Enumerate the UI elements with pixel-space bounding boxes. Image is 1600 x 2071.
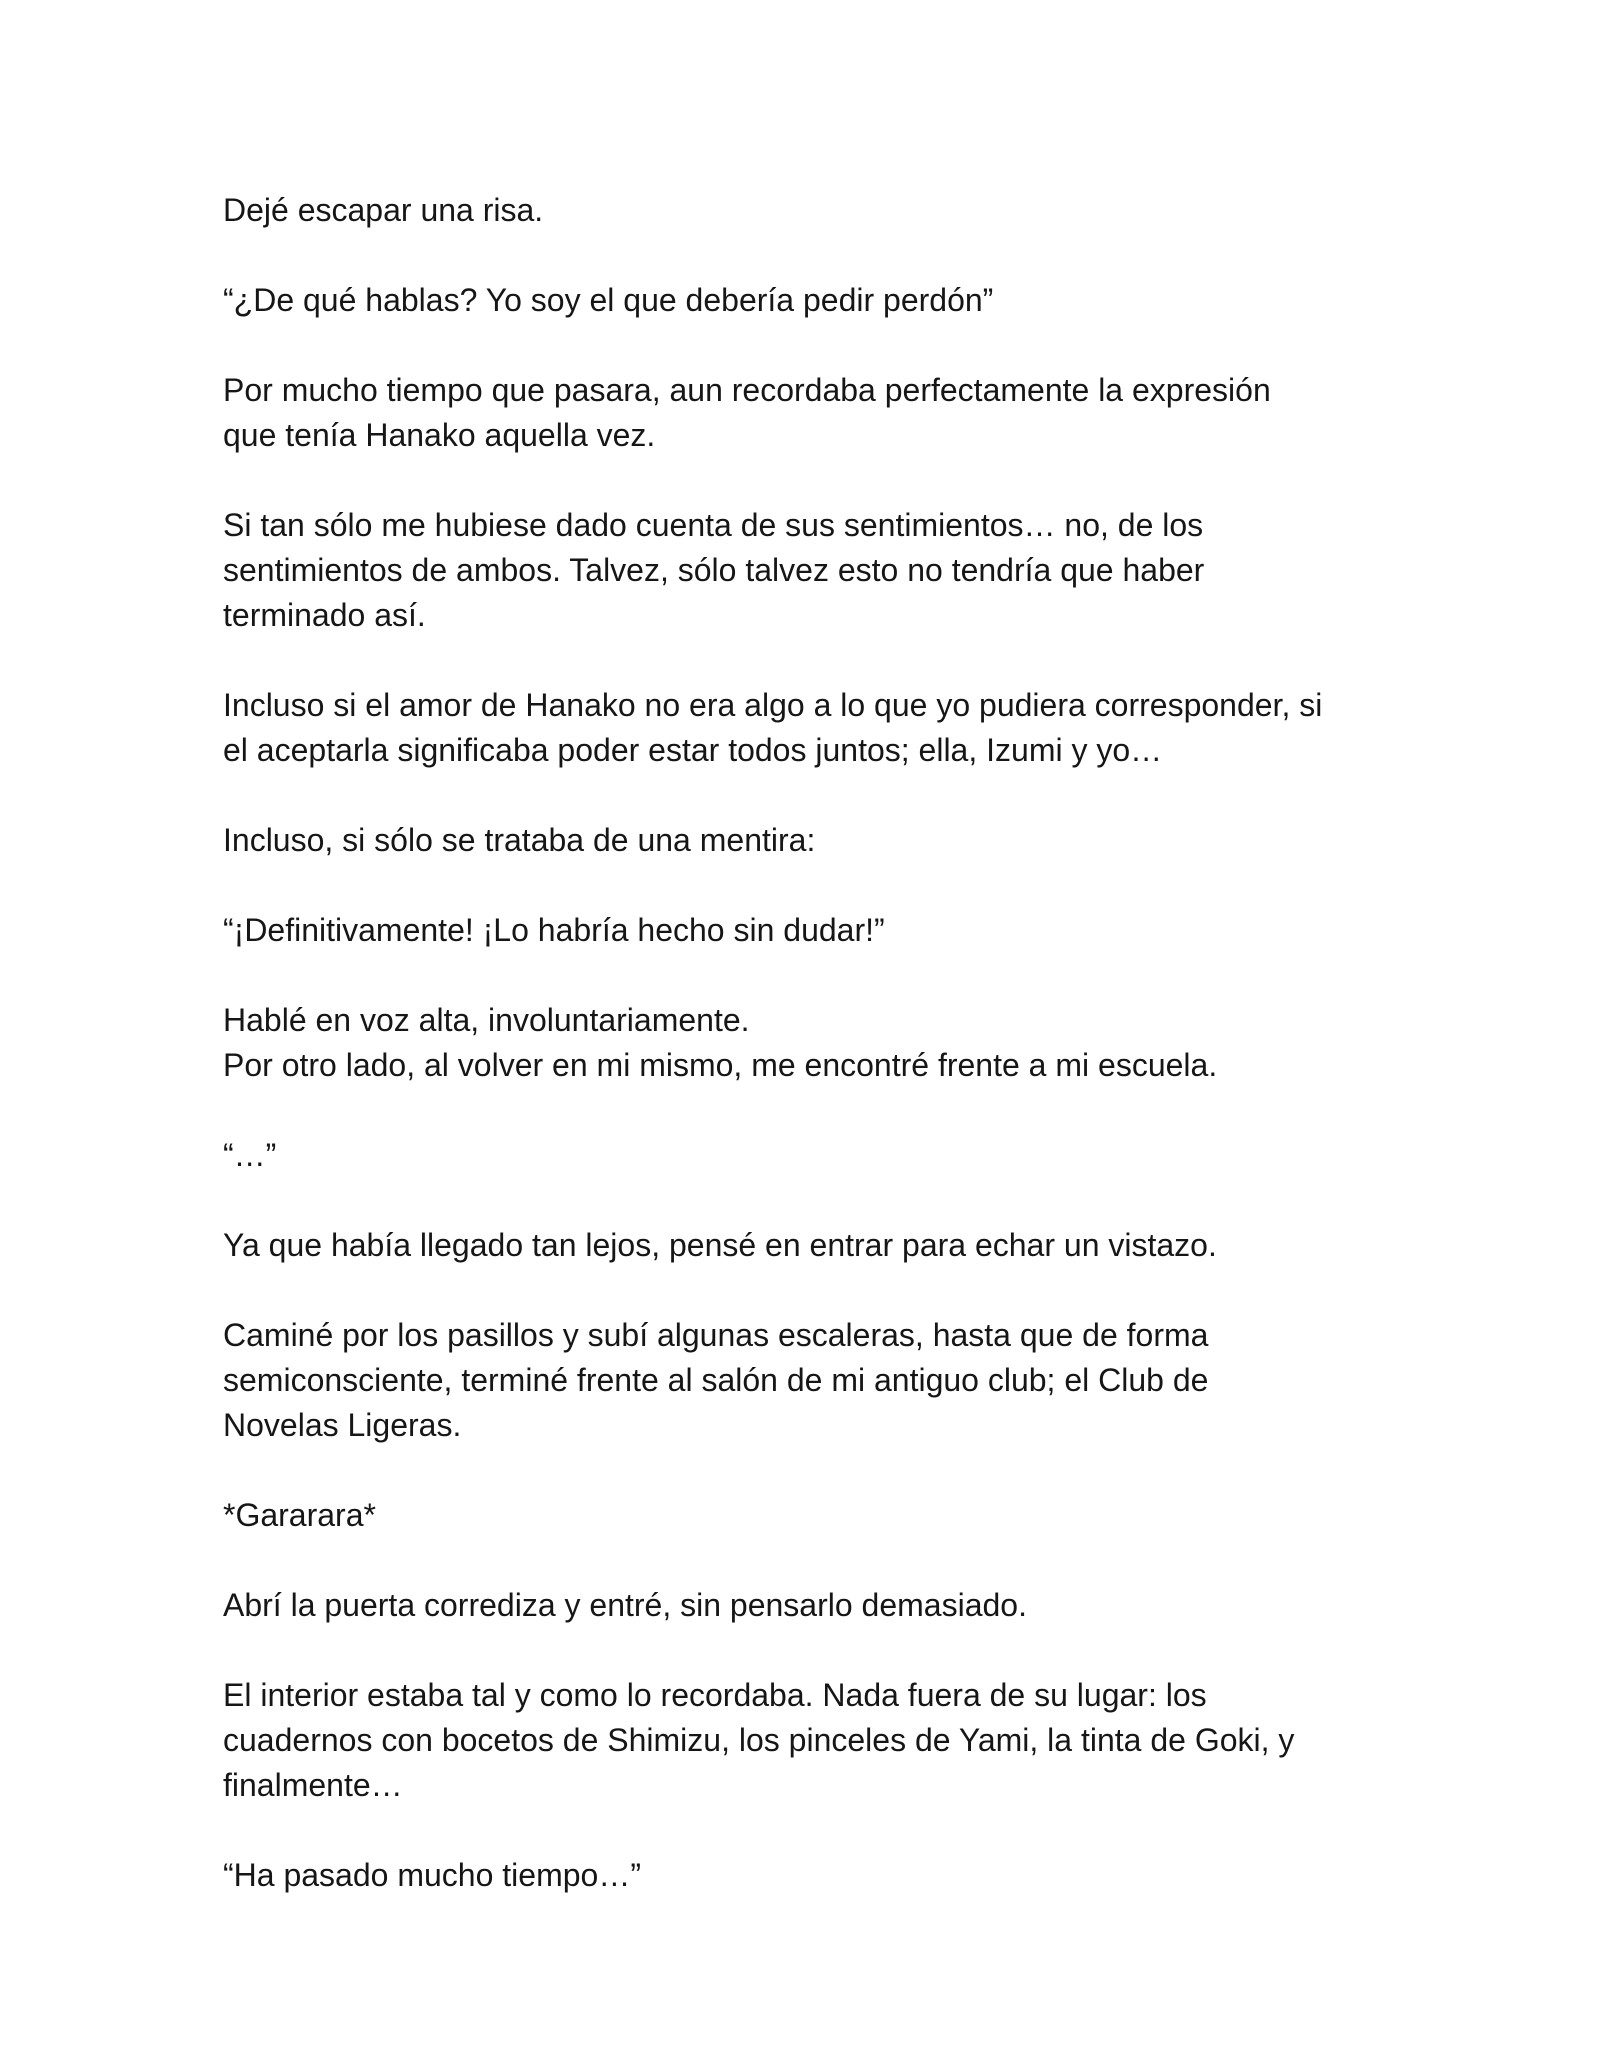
- text-line: Dejé escapar una risa.: [223, 192, 544, 228]
- text-line: El interior estaba tal y como lo recordaba. Nada fuera de su lugar: los: [223, 1677, 1207, 1713]
- paragraph: [223, 503, 1393, 638]
- paragraph: [223, 1673, 1393, 1808]
- text-line: “¡Definitivamente! ¡Lo habría hecho sin dudar!”: [223, 912, 885, 948]
- text-line: *Gararara*: [223, 1497, 376, 1533]
- text-line: Hablé en voz alta, involuntariamente.: [223, 1002, 750, 1038]
- paragraph: [223, 908, 1393, 953]
- text-line: terminado así.: [223, 597, 426, 633]
- paragraph: [223, 368, 1393, 458]
- paragraph: [223, 1583, 1393, 1628]
- paragraph: [223, 1133, 1393, 1178]
- text-line: Ya que había llegado tan lejos, pensé en entrar para echar un vistazo.: [223, 1227, 1217, 1263]
- text-line: Por mucho tiempo que pasara, aun recordaba perfectamente la expresión: [223, 372, 1271, 408]
- paragraph: [223, 683, 1393, 773]
- text-line: finalmente…: [223, 1767, 403, 1803]
- paragraph: [223, 1313, 1393, 1448]
- text-line: Incluso, si sólo se trataba de una mentira:: [223, 822, 816, 858]
- paragraph: [223, 998, 1393, 1088]
- text-line: Caminé por los pasillos y subí algunas escaleras, hasta que de forma: [223, 1317, 1209, 1353]
- paragraph: [223, 818, 1393, 863]
- text-line: “Ha pasado mucho tiempo…”: [223, 1857, 641, 1893]
- text-line: “…”: [223, 1137, 277, 1173]
- text-line: semiconsciente, terminé frente al salón de mi antiguo club; el Club de: [223, 1362, 1209, 1398]
- paragraph: [223, 1493, 1393, 1538]
- paragraph: [223, 1853, 1393, 1898]
- text-line: Novelas Ligeras.: [223, 1407, 462, 1443]
- text-line: que tenía Hanako aquella vez.: [223, 417, 656, 453]
- paragraph: [223, 188, 1393, 233]
- text-line: Abrí la puerta corrediza y entré, sin pensarlo demasiado.: [223, 1587, 1027, 1623]
- document-body: [223, 188, 1393, 1943]
- paragraph: [223, 278, 1393, 323]
- text-line: Por otro lado, al volver en mi mismo, me encontré frente a mi escuela.: [223, 1047, 1218, 1083]
- paragraph: [223, 1223, 1393, 1268]
- text-line: “¿De qué hablas? Yo soy el que debería pedir perdón”: [223, 282, 994, 318]
- text-line: Si tan sólo me hubiese dado cuenta de sus sentimientos… no, de los: [223, 507, 1204, 543]
- text-line: el aceptarla significaba poder estar todos juntos; ella, Izumi y yo…: [223, 732, 1163, 768]
- text-line: sentimientos de ambos. Talvez, sólo talvez esto no tendría que haber: [223, 552, 1205, 588]
- text-line: cuadernos con bocetos de Shimizu, los pinceles de Yami, la tinta de Goki, y: [223, 1722, 1295, 1758]
- text-line: Incluso si el amor de Hanako no era algo a lo que yo pudiera corresponder, si: [223, 687, 1323, 723]
